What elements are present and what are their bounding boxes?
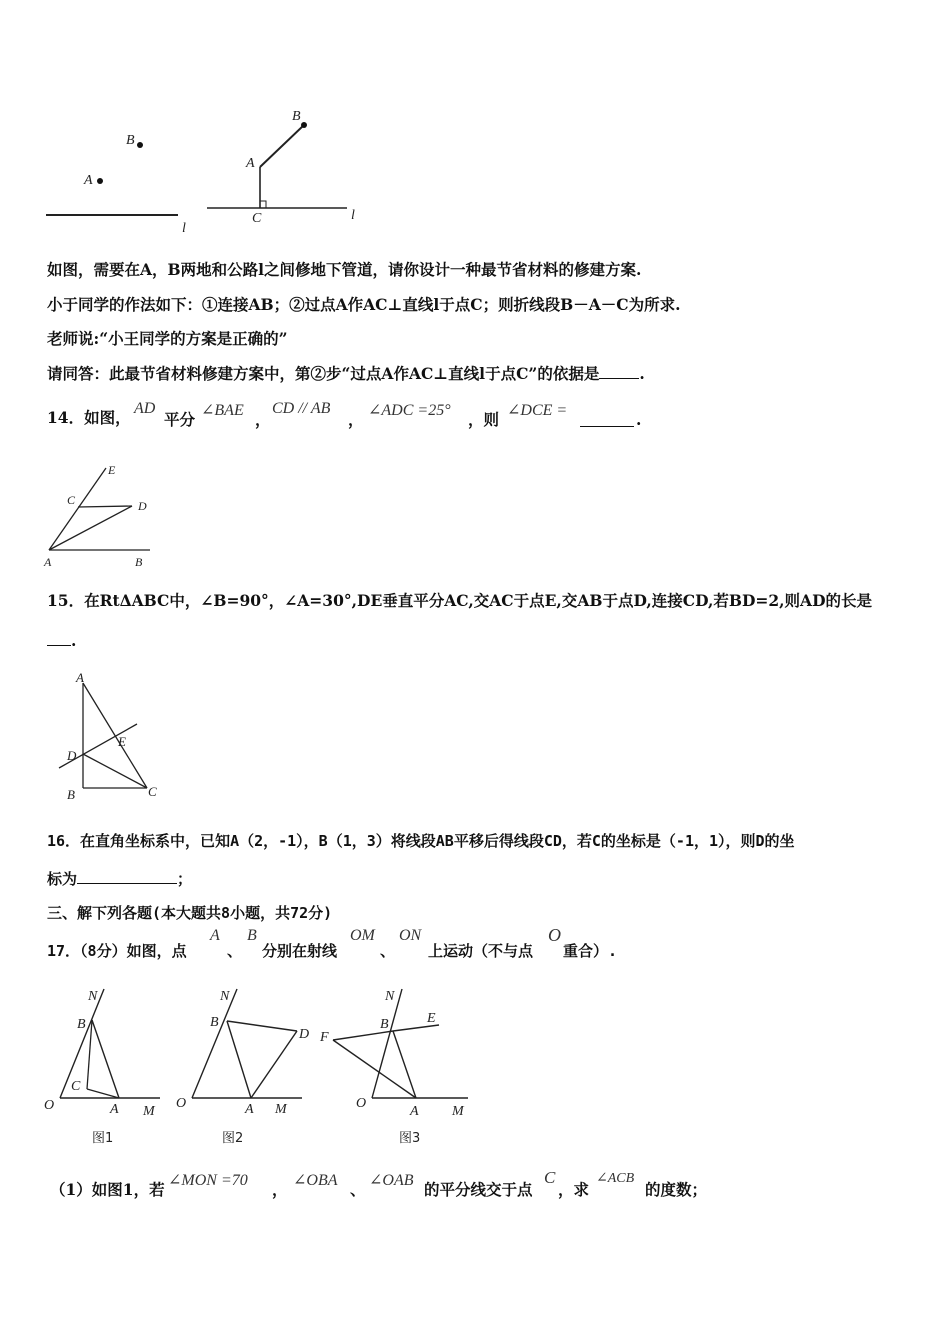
- section-3-heading: 三、解下列各题(本大题共8小题，共72分): [47, 904, 333, 922]
- line-ad: [49, 506, 132, 550]
- q17-sub1-number: （1）如图1，若: [50, 1180, 165, 1199]
- label-c: C: [71, 1079, 81, 1094]
- ray-on: [60, 989, 104, 1098]
- q17-math-c: C: [544, 1168, 556, 1187]
- q15-text: 15．在RtΔABC中，∠B=90°，∠A=30°,DE垂直平分AC,交AC于点E,交AB于点D,连接CD,若BD=2,则AD的长是: [47, 591, 873, 610]
- label-o: O: [356, 1096, 367, 1111]
- point-a: [97, 178, 103, 184]
- label-d: D: [67, 748, 77, 763]
- q14-sep1: ，: [255, 410, 271, 429]
- label-b: B: [135, 555, 143, 569]
- label-d: D: [299, 1027, 310, 1042]
- label-f: F: [320, 1030, 329, 1045]
- label-b: B: [67, 787, 75, 802]
- q17-figure-2: [175, 985, 325, 1150]
- segment-ad: [251, 1031, 297, 1098]
- q14-math-dce: ∠DCE =: [507, 402, 568, 419]
- q17-sub1-text-end: 的度数；: [645, 1180, 708, 1199]
- label-b: B: [210, 1015, 219, 1030]
- q17-text-end: 重合）.: [563, 942, 618, 960]
- line-ae: [49, 468, 106, 550]
- line-cd: [78, 506, 132, 507]
- label-l: l: [182, 221, 186, 236]
- label-l: l: [351, 208, 355, 223]
- q17-math-oba: ∠OBA: [293, 1172, 338, 1189]
- q14-math-adc: ∠ADC =25°: [368, 402, 451, 419]
- q14-text-then: ，则: [468, 410, 500, 429]
- q14-sep2: ，: [348, 410, 364, 429]
- label-a: A: [76, 670, 84, 685]
- q17-figure-1: [40, 985, 170, 1150]
- q13-figure-left: [40, 120, 200, 240]
- label-a: A: [245, 1102, 254, 1117]
- q13-line3: 老师说:“小王同学的方案是正确的”: [47, 329, 288, 348]
- label-e: E: [118, 734, 126, 749]
- q15-end: .: [71, 631, 77, 650]
- label-b: B: [126, 133, 135, 148]
- label-n: N: [220, 989, 230, 1004]
- label-d: D: [138, 499, 147, 513]
- q14-math-bae: ∠BAE: [201, 402, 244, 419]
- answer-blank[interactable]: [599, 366, 639, 379]
- q14-math-ad: AD: [134, 400, 156, 417]
- q17-sub1-sep2: 、: [350, 1180, 366, 1199]
- q17-sub1-text-find: ，求: [558, 1180, 590, 1199]
- label-b: B: [292, 109, 301, 124]
- label-m: M: [275, 1102, 287, 1117]
- label-a: A: [44, 555, 52, 569]
- segment-ba: [393, 1031, 416, 1098]
- segment-ab: [260, 125, 304, 167]
- q17-math-om: OM: [350, 927, 375, 944]
- caption-fig1: 图1: [92, 1131, 114, 1146]
- q17-text-move: 上运动（不与点: [428, 942, 534, 960]
- q17-math-a: A: [210, 927, 220, 944]
- label-a: A: [110, 1102, 119, 1117]
- q14-number: 14．如图，: [47, 408, 131, 427]
- label-a: A: [410, 1104, 419, 1119]
- segment-ac: [87, 1089, 119, 1098]
- label-c: C: [252, 211, 262, 226]
- q13-line1: 如图，需要在A，B两地和公路l之间修地下管道，请你设计一种最节省材料的修建方案.: [47, 260, 642, 279]
- q14-end: .: [636, 410, 642, 429]
- q17-sub1-text-bisectors: 的平分线交于点: [424, 1180, 533, 1199]
- answer-blank[interactable]: [580, 414, 634, 427]
- label-c: C: [67, 493, 76, 507]
- q17-math-o: O: [548, 925, 561, 945]
- side-ac: [83, 683, 147, 788]
- q17-number: 17．（8分）如图，点: [47, 942, 187, 960]
- q17-figure-3: [320, 985, 485, 1150]
- q16-end: ；: [177, 870, 193, 888]
- label-e: E: [108, 463, 116, 477]
- point-b: [137, 142, 143, 148]
- label-b: B: [380, 1017, 389, 1032]
- label-m: M: [143, 1104, 155, 1119]
- segment-ba: [227, 1021, 251, 1098]
- q17-math-b: B: [247, 927, 257, 944]
- label-o: O: [176, 1096, 187, 1111]
- q13-line2: 小于同学的作法如下：①连接AB；②过点A作AC⊥直线l于点C；则折线段B－A－C为所求.: [47, 295, 681, 314]
- segment-cd: [83, 754, 147, 788]
- q14-figure: [40, 460, 170, 575]
- q17-math-on: ON: [399, 927, 422, 944]
- label-c: C: [148, 784, 157, 799]
- label-e: E: [427, 1011, 436, 1026]
- caption-fig2: 图2: [222, 1131, 244, 1146]
- q16-line2: [47, 868, 192, 889]
- segment-bd: [227, 1021, 297, 1031]
- label-n: N: [88, 989, 98, 1004]
- ray-on: [192, 989, 237, 1098]
- q16-line1: 16．在直角坐标系中，已知A（2，-1），B（1，3）将线段AB平移后得线段CD，若C的坐标是（-1，1），则D的坐: [47, 832, 795, 850]
- answer-blank[interactable]: [47, 633, 71, 646]
- answer-blank[interactable]: [77, 871, 177, 884]
- q13-line4: [47, 366, 645, 382]
- q17-math-acb: ∠ACB: [596, 1171, 635, 1186]
- q17-sub1-sep1: ，: [272, 1180, 288, 1199]
- caption-fig3: 图3: [399, 1131, 421, 1146]
- segment-fb: [333, 1031, 393, 1040]
- label-n: N: [385, 989, 395, 1004]
- label-m: M: [452, 1104, 464, 1119]
- right-angle-mark: [260, 201, 266, 208]
- q13-figure-right: [205, 105, 375, 235]
- point-b: [301, 122, 307, 128]
- q17-sep: 、: [227, 942, 243, 960]
- q17-math-mon: ∠MON =70: [168, 1172, 248, 1189]
- label-o: O: [44, 1098, 55, 1113]
- q17-math-oab: ∠OAB: [369, 1172, 414, 1189]
- q17-text-rays: 分别在射线: [262, 942, 338, 960]
- q16-prefix: 标为: [47, 870, 78, 888]
- q13-question: 请同答：此最节省材料修建方案中，第②步“过点A作AC⊥直线l于点C”的依据是: [47, 364, 600, 383]
- segment-ba: [92, 1020, 119, 1098]
- q14-text-bisect: 平分: [164, 410, 196, 429]
- q13-end: .: [639, 364, 645, 383]
- q14-math-cd-ab: CD // AB: [272, 400, 331, 417]
- label-b: B: [77, 1017, 86, 1032]
- q17-sep2: 、: [380, 942, 396, 960]
- label-a: A: [246, 156, 255, 171]
- label-a: A: [84, 173, 93, 188]
- q15-line2: [47, 633, 76, 649]
- q15-figure: [55, 668, 175, 803]
